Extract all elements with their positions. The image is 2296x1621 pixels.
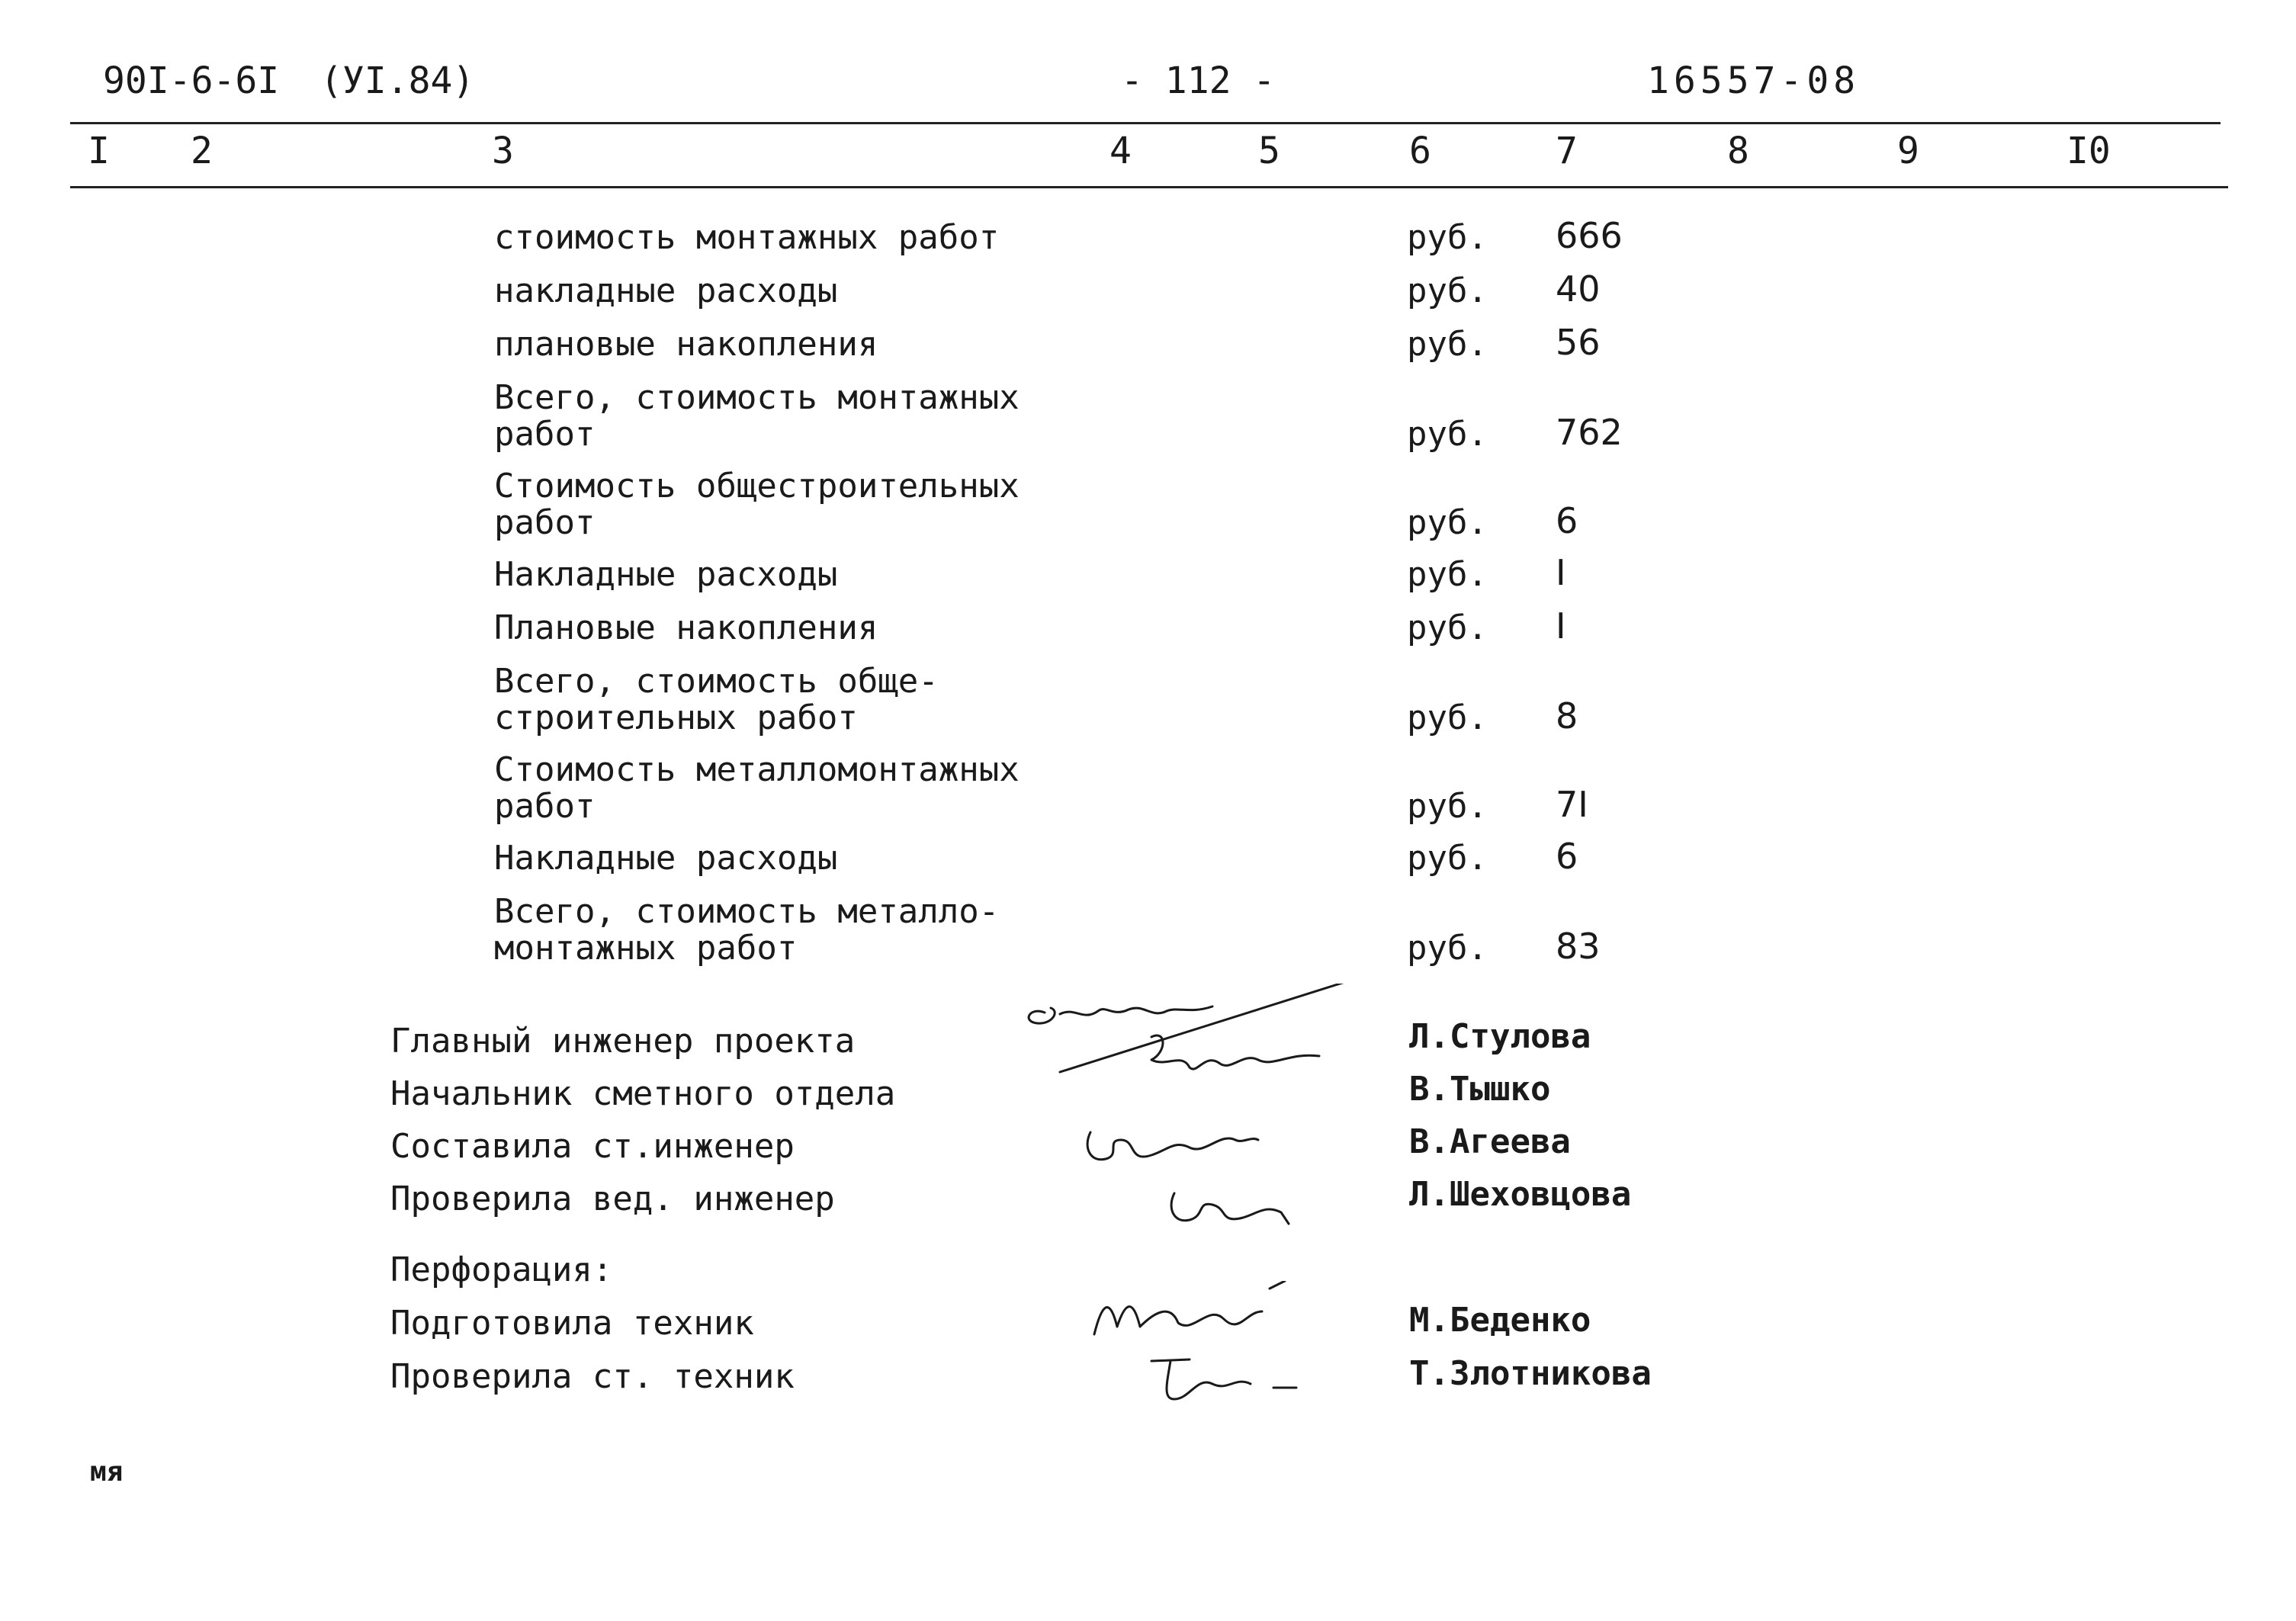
item-label: строительных работ bbox=[494, 698, 858, 737]
item-label: Накладные расходы bbox=[494, 555, 838, 594]
signatory-name: Т.Злотникова bbox=[1409, 1354, 1652, 1393]
inventory-number: 16557-08 bbox=[1647, 59, 1861, 102]
item-label: Стоимость металломонтажных bbox=[494, 750, 1020, 789]
document-code: 90I-6-6I bbox=[103, 59, 280, 102]
signatory-role: Подготовила техник bbox=[390, 1304, 754, 1343]
column-number: 3 bbox=[492, 130, 514, 172]
item-label: плановые накопления bbox=[494, 325, 878, 364]
signatory-role: Составила ст.инженер bbox=[390, 1127, 795, 1166]
item-label: работ bbox=[494, 503, 596, 542]
item-label: стоимость монтажных работ bbox=[494, 218, 1000, 257]
column-number: 5 bbox=[1258, 130, 1280, 172]
signatory-role: Главный инженер проекта bbox=[390, 1022, 856, 1061]
column-number: 9 bbox=[1897, 130, 1919, 172]
signatory-name: В.Тышко bbox=[1409, 1070, 1551, 1109]
cost-value: 56 bbox=[1556, 322, 1601, 363]
unit-label: руб. bbox=[1407, 218, 1488, 257]
cost-value: 6 bbox=[1556, 500, 1578, 541]
column-number: 6 bbox=[1409, 130, 1431, 172]
column-number: 4 bbox=[1109, 130, 1132, 172]
item-label: работ bbox=[494, 415, 596, 454]
signatory-role: Проверила ст. техник bbox=[390, 1357, 795, 1396]
cost-value: 83 bbox=[1556, 926, 1601, 967]
column-number: 8 bbox=[1727, 130, 1749, 172]
column-number: I bbox=[88, 130, 110, 172]
item-label: накладные расходы bbox=[494, 271, 838, 310]
item-label: Всего, стоимость монтажных bbox=[494, 378, 1020, 417]
cost-value: 7I bbox=[1556, 784, 1588, 825]
column-number: 7 bbox=[1556, 130, 1578, 172]
footer-mark: мя bbox=[90, 1456, 124, 1488]
signature-zlotnikova bbox=[1144, 1346, 1319, 1414]
unit-label: руб. bbox=[1407, 839, 1488, 878]
unit-label: руб. bbox=[1407, 929, 1488, 968]
item-label: Стоимость общестроительных bbox=[494, 467, 1020, 506]
header-rule-bottom bbox=[70, 186, 2228, 188]
cost-value: 8 bbox=[1556, 695, 1578, 737]
item-label: Всего, стоимость металло- bbox=[494, 892, 1000, 931]
unit-label: руб. bbox=[1407, 698, 1488, 737]
unit-label: руб. bbox=[1407, 415, 1488, 454]
item-label: монтажных работ bbox=[494, 929, 798, 968]
unit-label: руб. bbox=[1407, 325, 1488, 364]
unit-label: руб. bbox=[1407, 271, 1488, 310]
unit-label: руб. bbox=[1407, 503, 1488, 542]
cost-value: 6 bbox=[1556, 836, 1578, 877]
cost-value: I bbox=[1556, 605, 1566, 647]
signature-ageeva bbox=[1075, 1117, 1273, 1178]
cost-value: 40 bbox=[1556, 268, 1601, 310]
signatory-name: В.Агеева bbox=[1409, 1122, 1571, 1161]
page-number: - 112 - bbox=[1121, 59, 1276, 102]
signatory-role: Начальник сметного отдела bbox=[390, 1074, 896, 1113]
cost-value: 666 bbox=[1556, 215, 1623, 256]
cost-value: 762 bbox=[1556, 412, 1623, 453]
unit-label: руб. bbox=[1407, 787, 1488, 826]
signatory-name: Л.Шеховцова bbox=[1409, 1175, 1632, 1214]
signatory-name: М.Беденко bbox=[1409, 1301, 1591, 1340]
document-date: (УI.84) bbox=[320, 59, 475, 102]
signatory-name: Л.Стулова bbox=[1409, 1017, 1591, 1056]
unit-label: руб. bbox=[1407, 555, 1488, 594]
unit-label: руб. bbox=[1407, 608, 1488, 647]
column-number: 2 bbox=[191, 130, 213, 172]
signatory-role: Проверила вед. инженер bbox=[390, 1180, 835, 1218]
item-label: работ bbox=[494, 787, 596, 826]
item-label: Накладные расходы bbox=[494, 839, 838, 878]
item-label: Плановые накопления bbox=[494, 608, 878, 647]
perforation-heading: Перфорация: bbox=[390, 1250, 613, 1289]
column-number: I0 bbox=[2066, 130, 2111, 172]
signature-shekhovtsova bbox=[1159, 1178, 1312, 1239]
item-label: Всего, стоимость обще- bbox=[494, 662, 939, 701]
header-rule-top bbox=[70, 122, 2221, 124]
cost-value: I bbox=[1556, 552, 1566, 593]
signature-tyshko bbox=[1136, 1029, 1334, 1098]
